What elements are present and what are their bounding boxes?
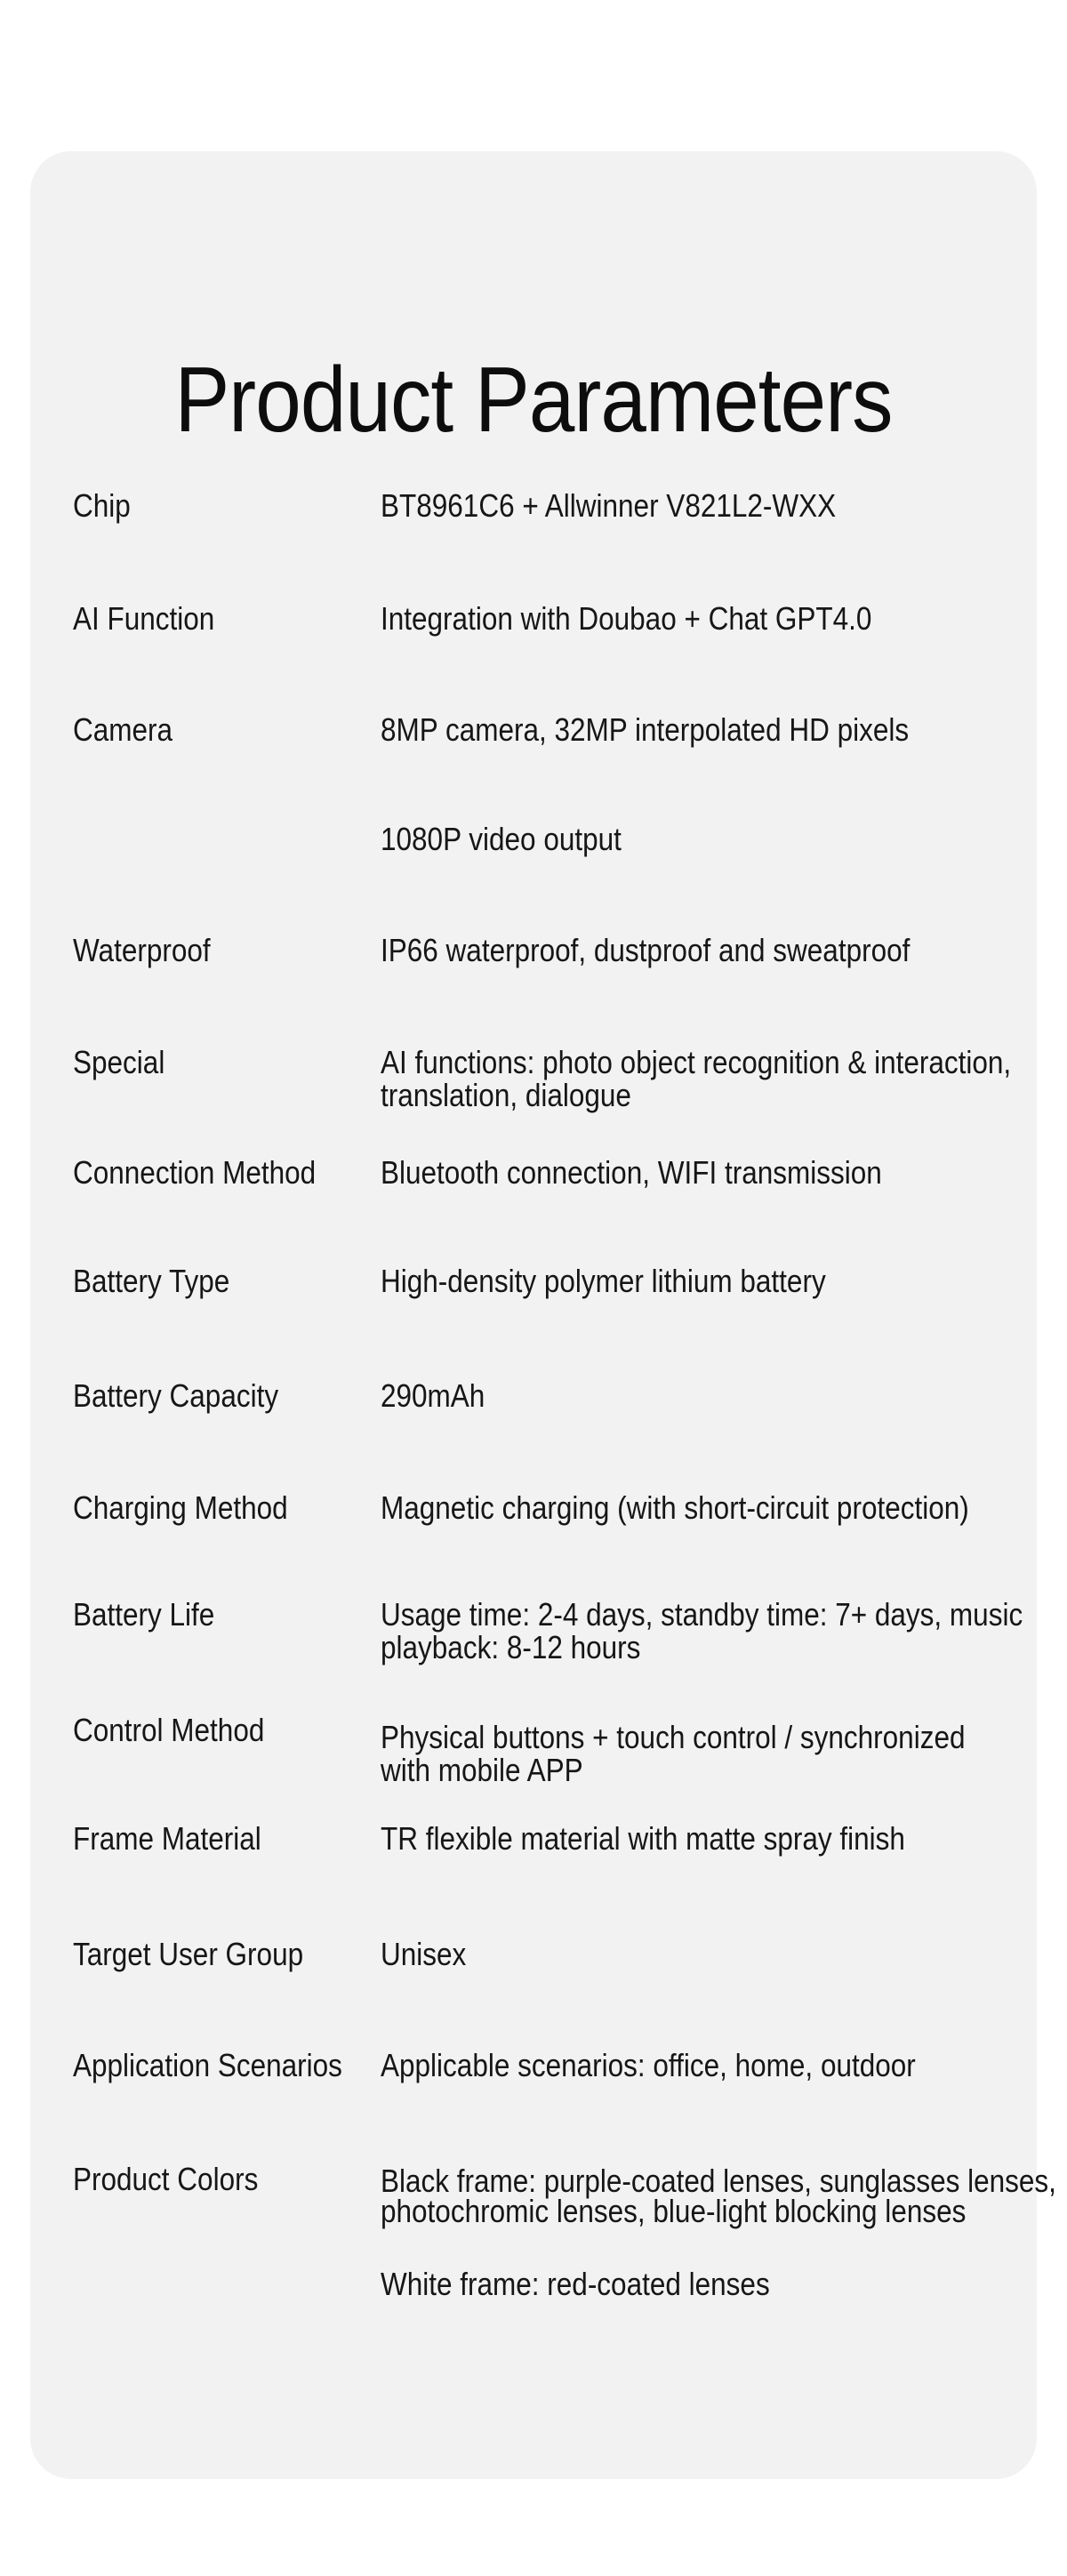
spec-label: Charging Method (73, 1489, 288, 1526)
spec-value-line: Bluetooth connection, WIFI transmission (381, 1154, 882, 1191)
spec-value-line: IP66 waterproof, dustproof and sweatproof (381, 932, 911, 968)
spec-label: Frame Material (73, 1820, 261, 1857)
page-title: Product Parameters (174, 348, 893, 452)
spec-value-line: BT8961C6 + Allwinner V821L2-WXX (381, 487, 837, 524)
spec-label: Application Scenarios (73, 2047, 342, 2083)
spec-value-line: playback: 8-12 hours (381, 1629, 641, 1665)
spec-value-line: White frame: red-coated lenses (381, 2266, 770, 2302)
spec-value-line: Integration with Doubao + Chat GPT4.0 (381, 600, 872, 637)
spec-label: AI Function (73, 600, 215, 637)
spec-label: Battery Capacity (73, 1377, 279, 1414)
spec-label: Connection Method (73, 1154, 317, 1191)
spec-label: Product Colors (73, 2161, 259, 2197)
spec-value-line: translation, dialogue (381, 1077, 631, 1113)
spec-label: Target User Group (73, 1936, 304, 1972)
spec-value-line: TR flexible material with matte spray finish (381, 1820, 905, 1857)
spec-label: Battery Life (73, 1596, 215, 1633)
spec-label: Chip (73, 487, 131, 524)
spec-value-line: 8MP camera, 32MP interpolated HD pixels (381, 711, 910, 748)
spec-label: Control Method (73, 1712, 265, 1748)
spec-value-line: Black frame: purple-coated lenses, sunglasses lenses, (381, 2163, 1056, 2199)
spec-label: Special (73, 1044, 165, 1080)
spec-label: Waterproof (73, 932, 211, 968)
spec-value-line: Applicable scenarios: office, home, outdoor (381, 2047, 916, 2083)
spec-value-line: Usage time: 2-4 days, standby time: 7+ days, music (381, 1596, 1023, 1633)
spec-value-line: with mobile APP (381, 1752, 583, 1788)
spec-value-line: 290mAh (381, 1377, 485, 1414)
spec-label: Battery Type (73, 1263, 230, 1299)
spec-value-line: High-density polymer lithium battery (381, 1263, 826, 1299)
spec-value-line: Unisex (381, 1936, 467, 1972)
spec-value-line: photochromic lenses, blue-light blocking lenses (381, 2193, 967, 2229)
spec-label: Camera (73, 711, 173, 748)
spec-value-line: AI functions: photo object recognition & interaction, (381, 1044, 1012, 1080)
spec-value-line: Magnetic charging (with short-circuit protection) (381, 1489, 969, 1526)
spec-value-line: 1080P video output (381, 821, 622, 857)
spec-value-line: Physical buttons + touch control / synchronized (381, 1719, 966, 1755)
